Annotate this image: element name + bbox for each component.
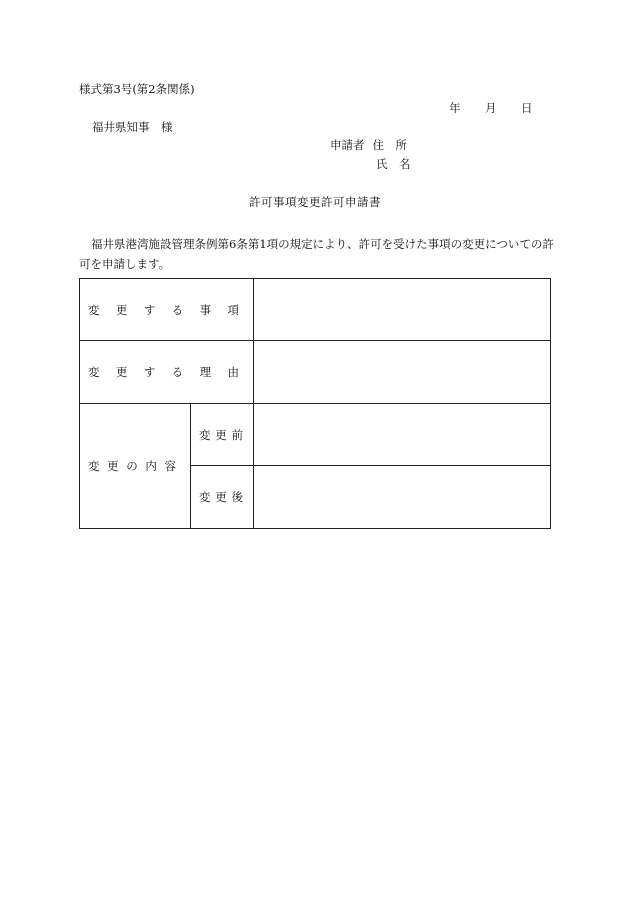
date-line: [449, 100, 533, 116]
label-change-content: 変 更 の 内 容: [80, 404, 191, 529]
address-label: 住 所: [372, 138, 407, 152]
applicant-address-row: [330, 137, 407, 153]
field-before-change[interactable]: [254, 404, 551, 466]
field-after-change[interactable]: [254, 466, 551, 529]
date-month: 月: [485, 101, 497, 115]
field-changed-items[interactable]: [254, 279, 551, 341]
label-change-reason: 変 更 す る 理 由: [80, 341, 254, 404]
label-after-change: 変 更 後: [191, 466, 254, 529]
application-form-table: [79, 278, 551, 529]
document-title: 許可事項変更許可申請書: [249, 195, 381, 209]
label-before-change: 変 更 前: [191, 404, 254, 466]
body-text: 福井県港湾施設管理条例第6条第1項の規定により、許可を受けた事項の変更についての許可を申請します。: [79, 237, 554, 271]
form-number: 様式第3号(第2条関係): [79, 82, 195, 96]
date-year: 年: [449, 101, 461, 115]
name-label: 氏 名: [376, 157, 411, 171]
addressee: 福井県知事 様: [92, 120, 173, 134]
label-changed-items: 変 更 す る 事 項: [80, 279, 254, 341]
date-day: 日: [521, 101, 533, 115]
applicant-label: 申請者: [330, 138, 365, 152]
field-change-reason[interactable]: [254, 341, 551, 404]
